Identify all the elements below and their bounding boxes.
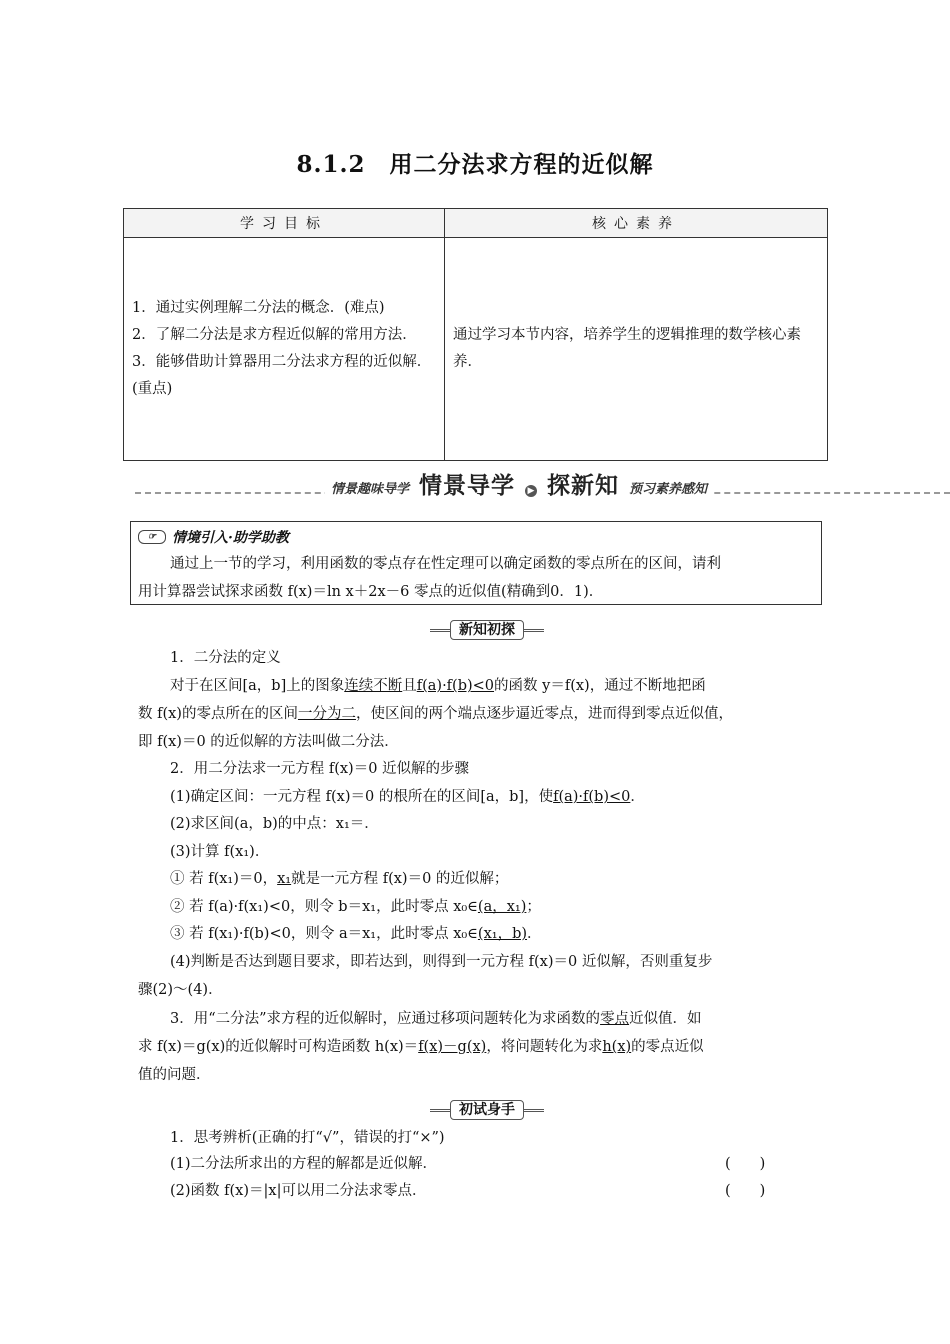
question-heading: 1．思考辨析(正确的打“√”，错误的打“×”) [170, 1130, 445, 1146]
banner-arrow-icon: ▶ [525, 485, 537, 497]
heading-steps: 2．用二分法求一元方程 f(x)＝0 近似解的步骤 [170, 761, 470, 777]
definition-line-3: 即 f(x)＝0 的近似解的方法叫做二分法． [138, 734, 399, 750]
point-3-line-3: 值的问题． [138, 1067, 211, 1083]
goals-table [123, 208, 828, 461]
goals-header-left: 学习目标 [124, 209, 445, 238]
definition-line-1: 对于在区间[a，b]上的图象连续不断且f(a)·f(b)<0的函数 y＝f(x)，通过不断地把函 [170, 678, 706, 694]
banner-left-label: 情景趣味导学 [331, 482, 410, 497]
step-1: (1)确定区间：一元方程 f(x)＝0 的根所在的区间[a，b]，使f(a)·f(b)<0． [170, 789, 645, 805]
core-literacy: 通过学习本节内容，培养学生的逻辑推理的数学核心素养． [445, 238, 828, 461]
goals-list [124, 238, 445, 461]
banner-main-2: 探新知 [547, 473, 620, 499]
answer-blank-1: ( ) [725, 1156, 766, 1172]
step-3: (3)计算 f(x₁)． [170, 844, 270, 860]
intro-heading-text: 情境引入·助学助教 [172, 530, 289, 546]
step-4-line-1: (4)判断是否达到题目要求，即若达到，则得到一元方程 f(x)＝0 近似解，否则重复步 [170, 954, 713, 970]
section-new-knowledge [430, 620, 544, 640]
case-3: ③ 若 f(x₁)·f(b)<0，则令 a＝x₁，此时零点 x₀∈(x₁，b)． [170, 926, 542, 942]
goal-item: 1．通过实例理解二分法的概念．(难点) [132, 300, 385, 316]
section-banner [325, 467, 713, 499]
goal-item: 2．了解二分法是求方程近似解的常用方法． [132, 327, 417, 343]
intro-line-1: 通过上一节的学习，利用函数的零点存在性定理可以确定函数的零点所在的区间，请利 [170, 556, 721, 572]
point-3-line-1: 3．用“二分法”求方程的近似解时，应通过移项问题转化为求函数的零点近似值．如 [170, 1011, 702, 1027]
case-1: ① 若 f(x₁)＝0，x₁就是一元方程 f(x)＝0 的近似解； [170, 871, 509, 887]
banner-right-label: 预习素养感知 [629, 482, 708, 497]
definition-line-2: 数 f(x)的零点所在的区间一分为二，使区间的两个端点逐步逼近零点，进而得到零点近似值， [138, 706, 733, 722]
page-title: 8.1.2 用二分法求方程的近似解 [296, 151, 654, 178]
question-2: (2)函数 f(x)＝|x|可以用二分法求零点． [170, 1183, 427, 1199]
banner-main-1: 情景导学 [419, 473, 516, 499]
section-first-try [430, 1100, 544, 1120]
step-4-line-2: 骤(2)～(4)． [138, 982, 223, 998]
point-3-line-2: 求 f(x)＝g(x)的近似解时可构造函数 h(x)＝f(x)－g(x)，将问题转化为求h(x)的零点近似 [138, 1039, 704, 1055]
section-label: 初试身手 [450, 1100, 524, 1120]
step-2: (2)求区间(a，b)的中点：x₁＝． [170, 816, 379, 832]
case-2: ② 若 f(a)·f(x₁)<0，则令 b＝x₁，此时零点 x₀∈(a，x₁)； [170, 899, 541, 915]
heading-definition: 1．二分法的定义 [170, 650, 281, 666]
intro-heading [138, 527, 289, 547]
pointing-hand-icon: ☞ [138, 530, 166, 544]
intro-line-2: 用计算器尝试探求函数 f(x)＝ln x＋2x－6 零点的近似值(精确到0．1)． [138, 584, 604, 600]
goals-header-right: 核心素养 [445, 209, 828, 238]
section-label: 新知初探 [450, 620, 524, 640]
question-1: (1)二分法所求出的方程的解都是近似解． [170, 1156, 438, 1172]
goal-item: 3．能够借助计算器用二分法求方程的近似解．(重点) [132, 354, 432, 397]
answer-blank-2: ( ) [725, 1183, 766, 1199]
